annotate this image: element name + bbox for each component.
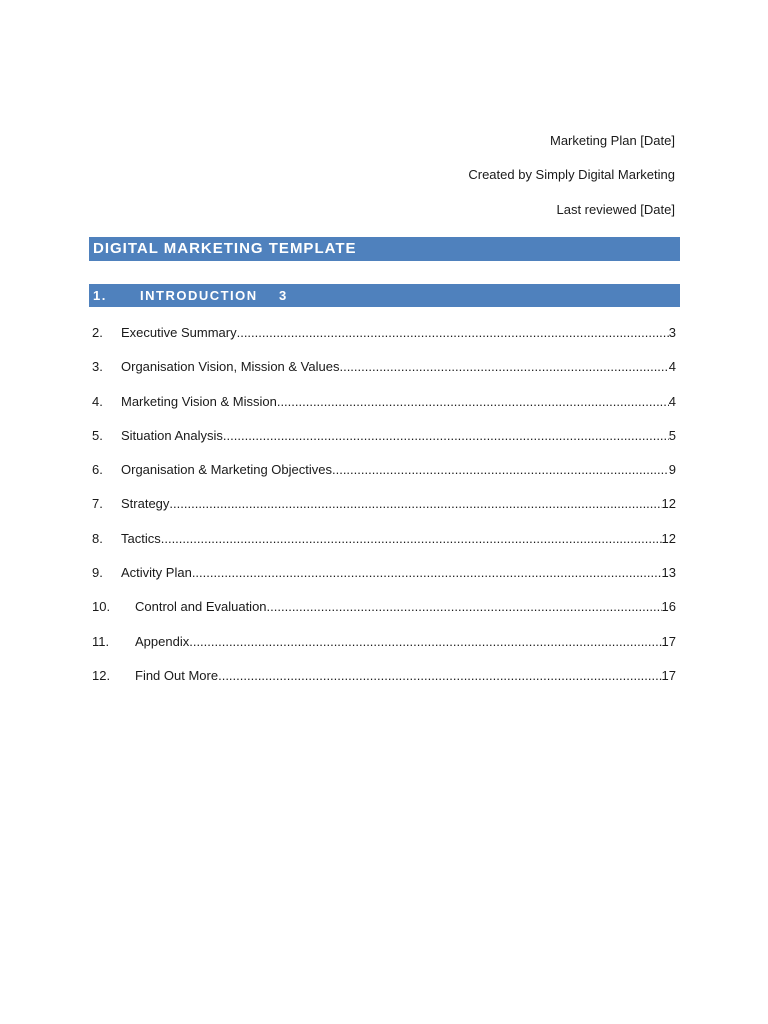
toc-leader-dots [223, 427, 669, 445]
toc-entry-objectives[interactable] [92, 461, 676, 495]
toc-leader-dots [218, 667, 661, 685]
toc-entry-situation-analysis[interactable] [92, 427, 676, 461]
toc-leader-dots [267, 598, 662, 616]
toc-entry-label: Tactics [121, 530, 161, 546]
toc-entry-number: 2. [92, 325, 103, 340]
header-plan-date: Marketing Plan [Date] [549, 133, 675, 148]
toc-entry-page: 17 [661, 633, 676, 649]
toc-leader-dots [192, 564, 662, 582]
toc-entry-page: 13 [661, 565, 676, 581]
toc-entry-page: 4 [668, 393, 676, 409]
toc-entry-find-out-more[interactable] [92, 667, 676, 701]
toc-entry-number: 11. [92, 633, 110, 649]
toc-entry-number: 10. [92, 599, 111, 615]
toc-entry-label: Executive Summary [121, 325, 237, 340]
toc-entry-label: Organisation Vision, Mission & Values [121, 359, 340, 375]
toc-entry-control-evaluation[interactable] [92, 598, 676, 632]
toc-entry-number: 4. [92, 393, 103, 409]
toc-entry-page: 16 [661, 599, 676, 615]
toc-entry-page: 12 [661, 496, 676, 512]
toc-entry-number: 7. [92, 496, 103, 512]
toc-heading-page: 3 [279, 288, 288, 303]
toc-entry-label: Organisation & Marketing Objectives [121, 462, 332, 478]
toc-leader-dots [169, 495, 661, 513]
toc-leader-dots [339, 358, 668, 376]
toc-entry-organisation-vision[interactable] [92, 358, 676, 392]
toc-entry-page: 17 [661, 667, 676, 683]
toc-entry-number: 6. [92, 462, 103, 478]
toc-entry-appendix[interactable] [92, 633, 676, 667]
toc-leader-dots [237, 324, 669, 342]
toc-entry-label: Appendix [135, 633, 190, 649]
document-title: DIGITAL MARKETING TEMPLATE [93, 240, 357, 257]
toc-entry-page: 3 [668, 325, 676, 340]
toc-entry-tactics[interactable] [92, 530, 676, 564]
toc-entry-label: Activity Plan [121, 565, 192, 581]
toc-entry-label: Marketing Vision & Mission [121, 393, 277, 409]
document-title-bar [89, 237, 680, 261]
toc-heading-label: INTRODUCTION [140, 288, 258, 303]
table-of-contents [92, 324, 676, 701]
toc-entry-label: Control and Evaluation [135, 599, 267, 615]
toc-entry-number: 9. [92, 565, 103, 581]
toc-entry-page: 9 [668, 462, 676, 478]
toc-leader-dots [332, 461, 669, 479]
toc-entry-number: 12. [92, 667, 111, 683]
toc-leader-dots [161, 530, 662, 548]
toc-leader-dots [277, 393, 669, 411]
toc-entry-marketing-vision[interactable] [92, 393, 676, 427]
toc-entry-label: Strategy [121, 496, 170, 512]
toc-entry-number: 5. [92, 427, 103, 443]
toc-entry-number: 3. [92, 359, 103, 375]
toc-heading-number: 1. [93, 288, 107, 303]
header-created-by: Created by Simply Digital Marketing [468, 167, 675, 182]
toc-heading-introduction[interactable] [89, 284, 680, 307]
toc-entry-strategy[interactable] [92, 495, 676, 529]
toc-entry-label: Find Out More [135, 667, 219, 683]
toc-entry-page: 4 [668, 359, 676, 375]
toc-entry-activity-plan[interactable] [92, 564, 676, 598]
toc-entry-number: 8. [92, 530, 103, 546]
toc-entry-label: Situation Analysis [121, 427, 223, 443]
header-last-reviewed: Last reviewed [Date] [556, 202, 675, 217]
toc-leader-dots [189, 633, 661, 651]
toc-entry-page: 5 [668, 427, 676, 443]
toc-entry-executive-summary[interactable] [92, 324, 676, 358]
toc-entry-page: 12 [661, 530, 676, 546]
